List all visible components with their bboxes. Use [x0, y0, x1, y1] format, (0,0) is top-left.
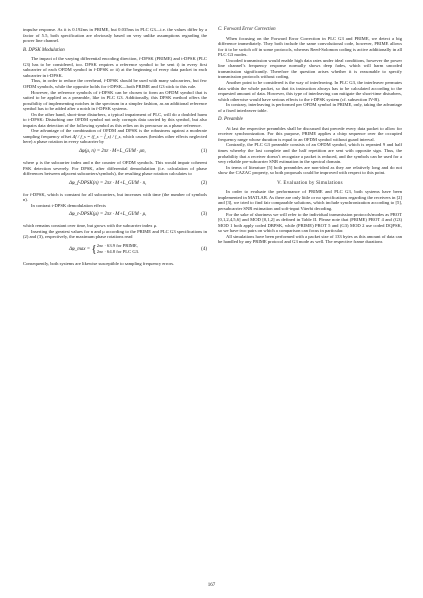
paragraph: For the sake of shortness we will refer to the individual transmission protocols/modes as PROT [0,1,2,4,5,6] and MOD [0,1,2] as defined in Table II. Please note that (PRIME) PROT 4 and (G3) MOD 1 both apply coded DBPSK, while (PRIME) PROT 5 and (G3) MOD 2 use coded DQPSK, so we have two pairs on which a comparison can focus in particular.: [218, 211, 402, 234]
equation-number: (3): [201, 212, 207, 218]
equation-3: [23, 210, 207, 221]
inline-math: Δf / f_s = (f_s − f̂_s) / f_s: [72, 133, 121, 139]
paragraph: On the other hand, short-time disturbers, a typical impairment of PLC, will do a doubled harm to t-DPSK: Disturbing one OFDM symbol not only corrupts data carried by this symbol, but also impairs data detection of the following symbol as this relies on its precursor as a phase reference.: [23, 111, 207, 128]
paragraph: In terms of literature [5] both preambles are non-ideal as they are relatively long and do not show the CAZAC property, so both proposals could be improved with respect to this point.: [218, 164, 402, 176]
paragraph: At last the respective preambles shall be discussed that precede every data packet to allow for receiver synchronization. For this purpose, PRIME applies a chirp sequence over the occupied frequency range whose duration is equal to an OFDM symbol without guard interval.: [218, 125, 402, 142]
paragraph: which remains constant over time, but grows with the subcarrier index μ.: [23, 223, 158, 229]
equation-body: Δφ_t-DPSK(μ) = 2πε · M+L_GI/M · μ,: [69, 212, 147, 218]
paragraph: [23, 128, 207, 145]
paragraph: where μ is the subcarrier index and n the counter of OFDM symbols. This would impair coherent PSK detection severely. For DPSK, after differential demodulation (i.e. calculation of phase differences between adjacent subcarriers/symbols), the resulting phase rotation calculates to: [23, 159, 207, 177]
section-heading-simulations: V. Evaluation by Simulations: [277, 180, 343, 186]
equation-number: (1): [201, 148, 207, 154]
equation-4: [23, 242, 207, 259]
equation-number: (2): [201, 180, 207, 186]
equation-body: [69, 243, 139, 255]
paragraph: The impact of the varying differential encoding direction, f-DPSK (PRIME) and t-DPSK (PLC G3) has to be considered, too. DPSK requires a reference symbol to be sent i) in every first subcarrier of each OFDM symbol in f-DPSK or ii) at the beginning of every data packet in each subcarrier in t-DPSK.: [23, 56, 207, 78]
paragraph: Another point to be considered is the way of interleaving. In PLC G3, the interleaver permutes data within the whole packet, so that its instruction always has to be calculated according to the requested amount of data. However, this type of interleaving can mitigate the short-time disturbers, which otherwise would have serious effects to the t-DPSK system (cf. subsection IV-B).: [218, 79, 402, 102]
case-line: 2πε · 63.9 for PRIME,: [96, 243, 138, 249]
paragraph: In contrary, interleaving is performed per OFDM symbol in PRIME, only, taking the advantage of a fixed interleaver table.: [218, 102, 402, 113]
equation-2: [23, 179, 207, 190]
paragraph: In contrast t-DPSK demodulation effects: [31, 202, 106, 208]
left-brace-symbol: {: [91, 242, 97, 255]
right-column: [218, 27, 402, 245]
section-heading-preamble: D. Preamble: [218, 117, 243, 123]
paragraph: Consequently, both systems are likewise susceptible to sampling frequency errors.: [23, 260, 175, 266]
page-number: 167: [207, 583, 216, 588]
equation-body: Δφ(μ, n) = 2πε · M+L_GI/M · μn,: [79, 148, 146, 154]
intro-paragraph: impulse response. As it is 0.192ms in PRIME, but 0.035ms in PLC G3—i.e. the values differ by a factor of 5.5, both specification are obviously based on very unlike assumptions regarding the power line channel.: [23, 27, 207, 44]
paragraph: Inserting the greatest values for n and μ according to the PRIME and PLC G3 specifications in (2) and (3), respectively, the maximum phase rotations read: [23, 228, 207, 240]
equation-lhs: Δφ_max =: [69, 247, 92, 253]
paragraph: for f-DPSK, which is constant for all subcarriers, but increases with time (the number of symbols n).: [23, 191, 207, 203]
paragraph: When focusing on the Forward Error Correction in PLC G3 and PRIME, we detect a big difference immediately. They both include the same convolutional code, however, PRIME allows for it to be switch off in some protocols, whereas Reed-Solomon coding is active additionally in all PLC G3 modes.: [218, 35, 402, 58]
paragraph-text: , which causes (besides other effects neglected here) a phase rotation in every subcarrier by: [23, 133, 207, 145]
equation-number: (4): [201, 246, 207, 252]
section-heading-fec: C. Forward Error Correction: [218, 27, 276, 32]
left-column: [23, 27, 207, 266]
equation-body: Δφ_f-DPSK(n) = 2πε · M+L_GI/M · n,: [69, 180, 147, 186]
paragraph: Contrarily, the PLC G3 preamble consists of an OFDM symbol, which is repeated 9 and half times whereby the last complete and the half repetition are sent with opposite sign. Thus, the probability that a receiver doesn’t recognize a packet is reduced, and the symbols can be used for a very reliable pre-subcarrier SNR estimation in the spectral domain.: [218, 142, 402, 165]
paragraph: In order to evaluate the performance of PRIME and PLC G3, both systems have been implemented in MATLAB. As there are only little or no specifications regarding the receivers in [2] and [3], we tried to find fair comparable solutions, which include synchronization according to [5], persubcarrier SNR estimation and soft-input Viterbi decoding.: [218, 189, 402, 211]
paragraph: Thus, in order to reduce the overhead, f-DPSK should be used with many subcarriers, but few OFDM symbols, while the opposite holds for t-DPSK—both PRIME and G3 stick to this rule.: [23, 78, 207, 89]
paragraph: Uncoded transmission would enable high data rates under ideal conditions, however the power line channel’s frequency response normally shows deep fades, which will harm uncoded transmission significantly. Therefore the question arises whether it is reasonable to specify transmission protocols without coding.: [218, 57, 402, 80]
paragraph-text: One advantage of the combination of OFDM and DPSK is the robustness against a moderate sampling frequency offset: [23, 128, 207, 139]
paragraph: All simulations have been performed with a packet size of 133 bytes as this amount of data can be handled by any PRIME protocol and G3 mode as well. The respective frame durations: [218, 233, 402, 245]
equation-cases: [97, 243, 139, 254]
equation-1: [23, 147, 207, 158]
case-line: 2πε · 64.8 for PLC G3.: [96, 248, 140, 254]
paragraph: However, the reference symbols of t-DPSK can be chosen to form an OFDM symbol that is suited to be applied as a preamble, like in PLC G3. Additionally, this DPSK method offers the possibility of implementing notches in the spectrum in a simpler fashion, as an additional reference symbol has to be added after a notch in f-DPSK systems.: [23, 89, 207, 112]
section-heading-dpsk: B. DPSK Modulation: [23, 47, 65, 53]
